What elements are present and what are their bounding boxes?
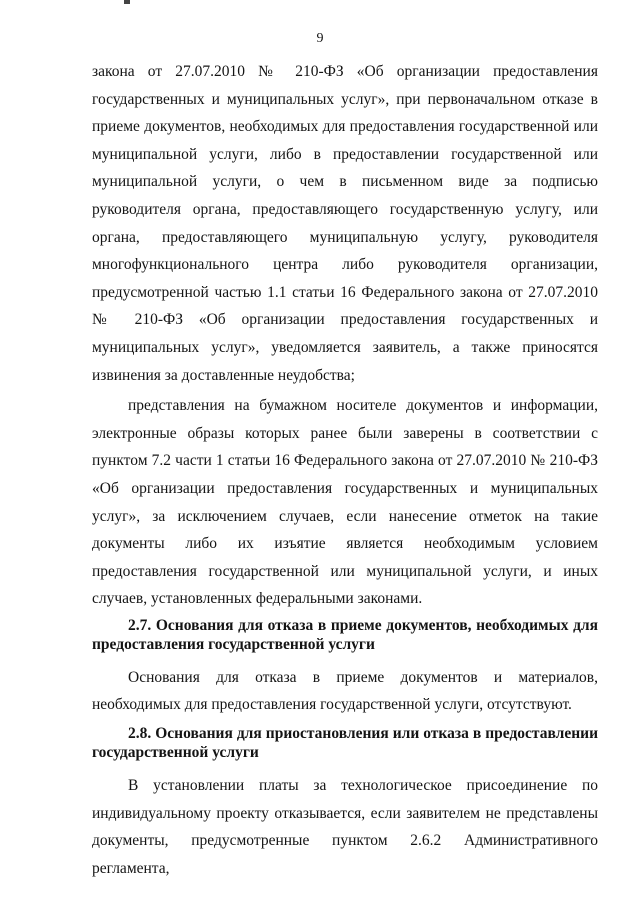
paragraph-refusal-grounds: Основания для отказа в приеме документов и материалов, необходимых для предоставления государственной услуги, отсутствуют.	[92, 668, 598, 714]
section-heading-2-8: 2.8. Основания для приостановления или отказа в предоставлении государственной услуги	[92, 725, 598, 762]
paragraph-continuation: закона от 27.07.2010 № 210-ФЗ «Об организации предоставления государственных и муниципальных услуг», при первоначальном отказе в приеме документов, необходимых для предоставления государственной или муниципальной услуги, либо в предоставлении государственной или муниципальной услуги, о чем в письменном виде за подписью руководителя органа, предоставляющего государственную услугу, или органа, предоставляющего муниципальную услугу, руководителя многофункционального центра либо руководителя организации, предусмотренной частью 1.1 статьи 16 Федерального закона от 27.07.2010 № 210-ФЗ «Об организации предоставления государственных и муниципальных услуг», уведомляется заявитель, а также приносятся извинения за доставленные неудобства;	[92, 63, 598, 384]
section-heading-2-7: 2.7. Основания для отказа в приеме документов, необходимых для предоставления государственной услуги	[92, 616, 598, 653]
paragraph-paper-documents: представления на бумажном носителе документов и информации, электронные образы которых ранее были заверены в соответствии с пунктом 7.2 части 1 статьи 16 Федерального закона от 27.07.2010 № 210-ФЗ «Об организации предоставления государственных и муниципальных услуг», за исключением случаев, если нанесение отметок на такие документы либо их изъятие является необходимым условием предоставления государственной или муниципальной услуги, и иных случаев, установленных федеральными законами.	[92, 397, 598, 608]
document-body	[92, 58, 598, 882]
scan-artifact	[124, 0, 130, 4]
paragraph-connection-fee: В установлении платы за технологическое присоединение по индивидуальному проекту отказывается, если заявителем не представлены документы, предусмотренные пунктом 2.6.2 Административного регламента,	[92, 777, 598, 877]
page-number: 9	[316, 31, 324, 46]
